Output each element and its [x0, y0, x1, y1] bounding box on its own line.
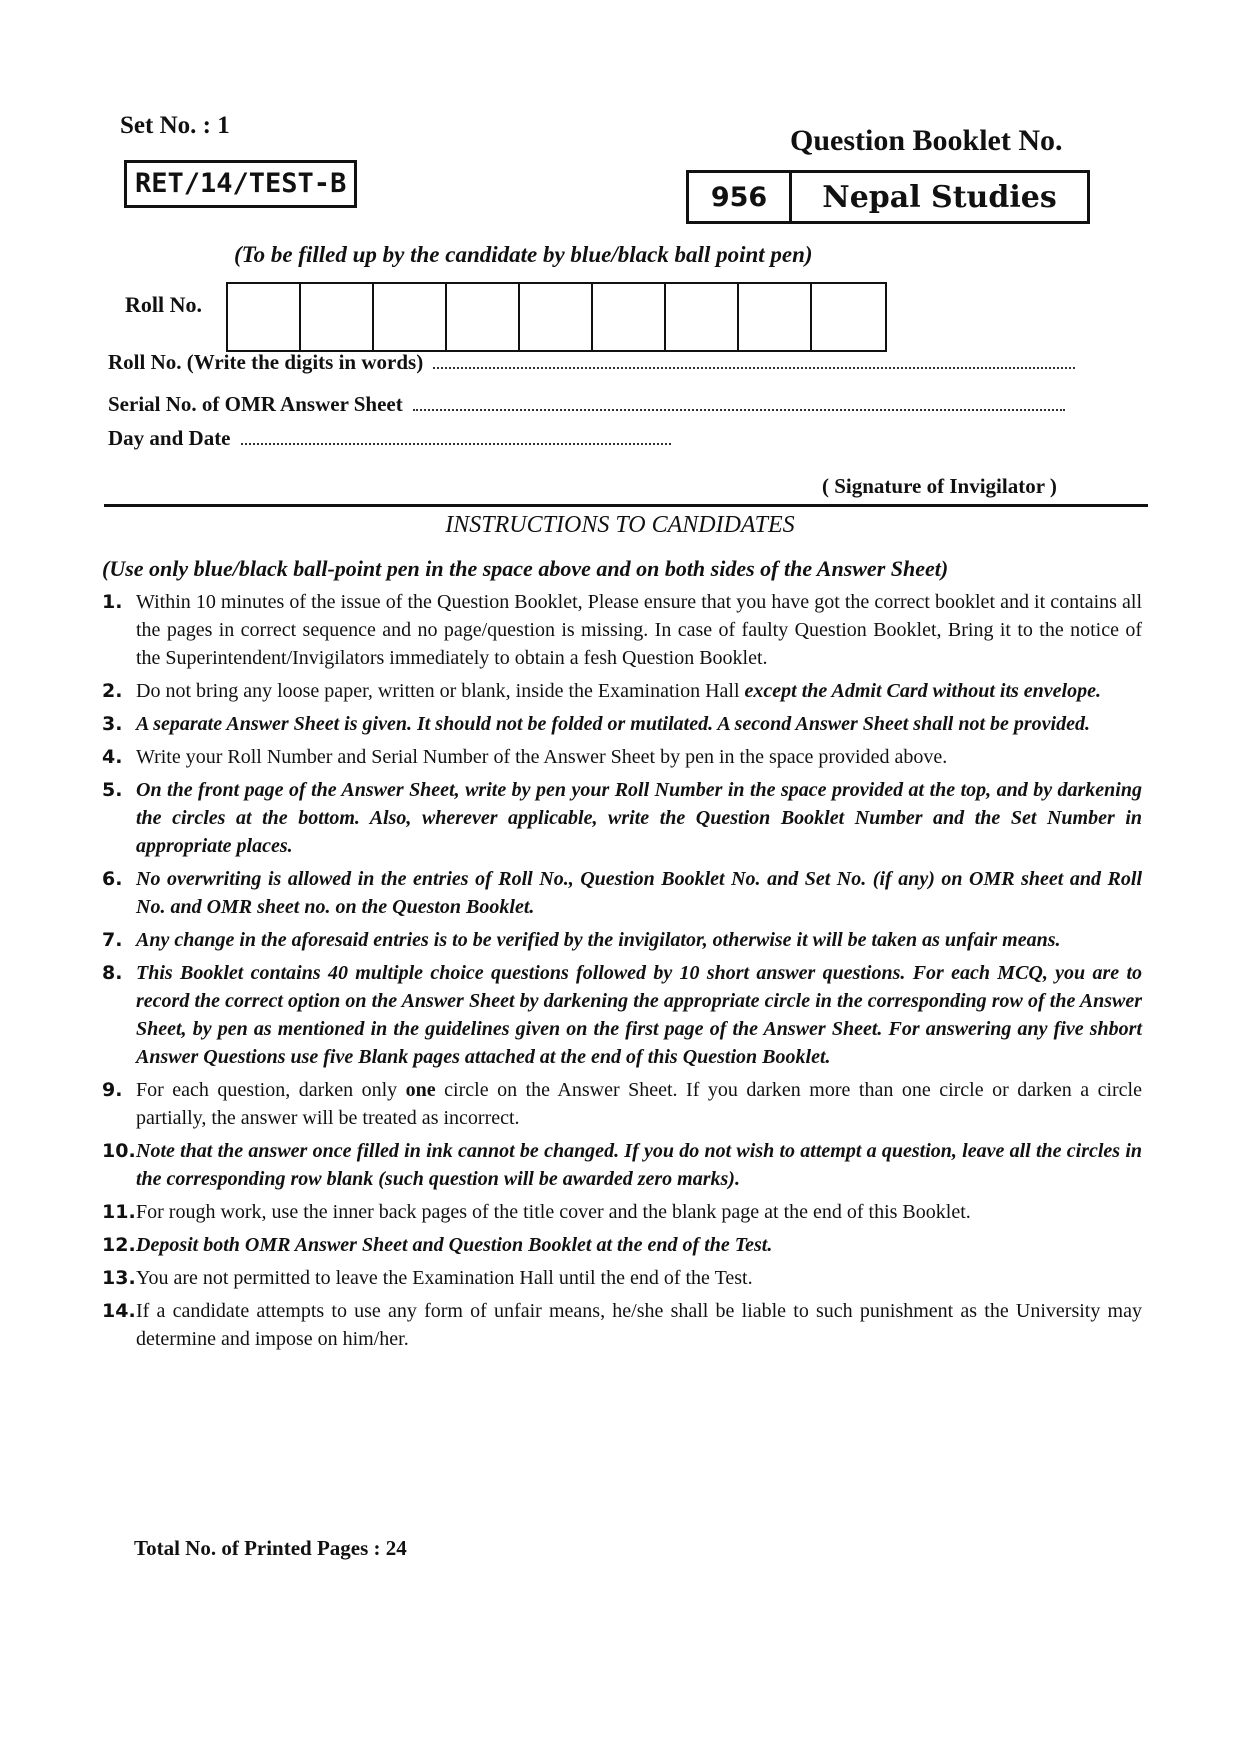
printed-pages-count: Total No. of Printed Pages : 24: [134, 1536, 407, 1560]
divider: [104, 504, 1148, 507]
instruction-item: 14. If a candidate attempts to use any form of unfair means, he/she shall be liable to such punishment as the University may determine and impose on him/her.: [102, 1300, 1142, 1350]
roll-no-label: Roll No.: [125, 292, 202, 317]
booklet-number-label: Question Booklet No.: [790, 124, 1063, 157]
instruction-item: 11. For rough work, use the inner back pages of the title cover and the blank page at the end of this Booklet.: [102, 1201, 971, 1223]
booklet-subject: Nepal Studies: [822, 179, 1057, 215]
instruction-item: 10. Note that the answer once filled in ink cannot be changed. If you do not wish to attempt a question, leave all the circles in the corresponding row blank (such question will be awarded zero marks).: [102, 1140, 1142, 1190]
roll-digit-box[interactable]: [374, 284, 447, 350]
invigilator-signature-label: ( Signature of Invigilator ): [822, 474, 1057, 498]
roll-digit-box[interactable]: [228, 284, 301, 350]
omr-serial-input[interactable]: [413, 408, 1065, 411]
instruction-item: 13. You are not permitted to leave the Examination Hall until the end of the Test.: [102, 1267, 753, 1289]
instruction-item: 12. Deposit both OMR Answer Sheet and Question Booklet at the end of the Test.: [102, 1234, 773, 1256]
instructions-title: INSTRUCTIONS TO CANDIDATES: [445, 512, 795, 538]
instruction-item: 9. For each question, darken only one circle on the Answer Sheet. If you darken more than one circle or darken a circle partially, the answer will be treated as incorrect.: [102, 1079, 1142, 1129]
booklet-number: 956: [689, 173, 792, 221]
instruction-item: 2. Do not bring any loose paper, written or blank, inside the Examination Hall except the Admit Card without its envelope.: [102, 680, 1101, 702]
instruction-item: 4. Write your Roll Number and Serial Number of the Answer Sheet by pen in the space provided above.: [102, 746, 948, 768]
booklet-number-box: [686, 170, 1090, 224]
roll-digit-box[interactable]: [520, 284, 593, 350]
roll-no-words-input[interactable]: [433, 366, 1075, 369]
day-date-label: Day and Date: [108, 426, 231, 450]
roll-digit-box[interactable]: [812, 284, 885, 350]
roll-digit-box[interactable]: [593, 284, 666, 350]
roll-digit-box[interactable]: [301, 284, 374, 350]
omr-serial-field: [108, 392, 1065, 417]
set-number: Set No. : 1: [120, 112, 230, 139]
roll-no-words-label: Roll No. (Write the digits in words): [108, 350, 424, 374]
roll-digit-box[interactable]: [666, 284, 739, 350]
test-code-box: RET/14/TEST-B: [124, 160, 357, 208]
instruction-item: 3. A separate Answer Sheet is given. It should not be folded or mutilated. A second Answer Sheet shall not be provided.: [102, 713, 1090, 735]
instruction-item: 1. Within 10 minutes of the issue of the Question Booklet, Please ensure that you have got the correct booklet and it contains all the pages in correct sequence and no page/question is missing. In case of faulty Question Booklet, Bring it to the notice of the Superintendent/Invigilators immediately to obtain a fesh Question Booklet.: [102, 591, 1142, 669]
day-date-input[interactable]: [241, 442, 671, 445]
roll-digit-box[interactable]: [739, 284, 812, 350]
instruction-item: 5. On the front page of the Answer Sheet, write by pen your Roll Number in the space provided at the top, and by darkening the circles at the bottom. Also, wherever applicable, write the Question Booklet Number and the Set Number in appropriate places.: [102, 779, 1142, 857]
instruction-item: 6. No overwriting is allowed in the entries of Roll No., Question Booklet No. and Set No. (if any) on OMR sheet and Roll No. and OMR sheet no. on the Queston Booklet.: [102, 868, 1142, 918]
roll-no-words-field: [108, 350, 1075, 375]
instruction-item: 7. Any change in the aforesaid entries is to be verified by the invigilator, otherwise it will be taken as unfair means.: [102, 929, 1061, 951]
instruction-item: 8. This Booklet contains 40 multiple choice questions followed by 10 short answer questions. For each MCQ, you are to record the correct option on the Answer Sheet by darkening the appropriate circle in the corresponding row of the Answer Sheet, by pen as mentioned in the guidelines given on the first page of the Answer Sheet. For answering any five shbort Answer Questions use five Blank pages attached at the end of this Question Booklet.: [102, 962, 1142, 1068]
day-date-field: [108, 426, 671, 451]
instructions-list: [102, 588, 1142, 1358]
fill-note: (To be filled up by the candidate by blue/black ball point pen): [234, 242, 813, 267]
roll-no-boxes: [226, 282, 887, 352]
instructions-note: (Use only blue/black ball-point pen in the space above and on both sides of the Answer Sheet): [102, 556, 949, 581]
roll-digit-box[interactable]: [447, 284, 520, 350]
omr-serial-label: Serial No. of OMR Answer Sheet: [108, 392, 403, 416]
